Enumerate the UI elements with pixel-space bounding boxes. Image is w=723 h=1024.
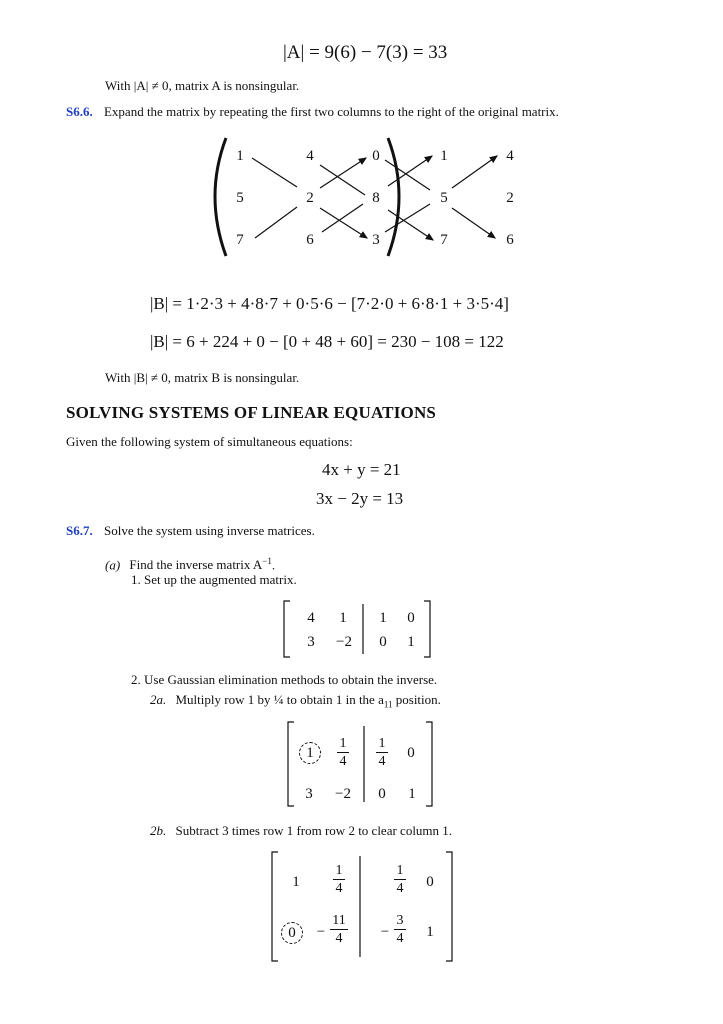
aug2-r1c2-num: 1	[339, 736, 347, 751]
aug3-r1c2	[333, 863, 345, 896]
m-r3c4: 7	[440, 232, 448, 248]
aug3-r2c2-den: 4	[335, 931, 343, 946]
aug1-r2c3: 0	[379, 634, 387, 650]
aug3-r1c2-num: 1	[335, 863, 343, 878]
nonsingular-a-text: With |A| ≠ 0, matrix A is nonsingular.	[105, 78, 300, 93]
section-heading: SOLVING SYSTEMS OF LINEAR EQUATIONS	[66, 403, 437, 422]
top-equation: |A| = 9(6) − 7(3) = 33	[283, 42, 448, 63]
aug3-r2c1-pivot: 0	[281, 922, 303, 944]
m-r3c3: 3	[372, 232, 380, 248]
aug1-r1c3: 1	[379, 610, 387, 626]
part-a-label: (a)	[105, 557, 121, 573]
aug2-r1c2-den: 4	[339, 754, 347, 769]
m-r1c3: 0	[372, 148, 380, 164]
det-b-line1: |B| = 1·2·3 + 4·8·7 + 0·5·6 − [7·2·0 + 6·8·1 + 3·5·4]	[150, 294, 509, 313]
s67-text: Solve the system using inverse matrices.	[103, 523, 315, 538]
m-r1c4: 1	[440, 148, 448, 164]
aug3-r1c3-num: 1	[396, 863, 404, 878]
part-a-end: .	[271, 557, 276, 573]
aug3-r2c2	[330, 913, 348, 946]
m-r3c5: 6	[506, 232, 514, 248]
aug2-r1c1-pivot: 1	[299, 742, 321, 764]
aug1-r2c1: 3	[307, 634, 315, 650]
aug3-r1c3-den: 4	[396, 881, 404, 896]
m-r2c5: 2	[506, 190, 514, 206]
aug3-r1c1: 1	[292, 874, 300, 890]
aug3-r1c2-den: 4	[335, 881, 343, 896]
nonsingular-b-text: With |B| ≠ 0, matrix B is nonsingular.	[105, 370, 300, 385]
m-r3c2: 6	[306, 232, 314, 248]
aug3-r2c2-sign: −	[316, 924, 326, 940]
s67-label: S6.7.	[66, 523, 93, 538]
system-eq-1: 4x + y = 21	[322, 460, 401, 479]
m-r2c1: 5	[236, 190, 244, 206]
m-r1c2: 4	[306, 148, 314, 164]
m-r2c3: 8	[372, 190, 380, 206]
m-r2c2: 2	[306, 190, 314, 206]
aug1-r1c4: 0	[407, 610, 415, 626]
m-r3c1: 7	[236, 232, 244, 248]
aug1-r1c2: 1	[339, 610, 347, 626]
m-r1c1: 1	[236, 148, 244, 164]
aug2-r1c3-num: 1	[378, 736, 386, 751]
aug2-r2c3: 0	[378, 786, 386, 802]
aug3-r2c3-den: 4	[396, 931, 404, 946]
det-b-line2: |B| = 6 + 224 + 0 − [0 + 48 + 60] = 230 − 108 = 122	[150, 332, 504, 351]
step-2a-label: 2a.	[150, 692, 167, 707]
part-a-sup: −1	[262, 556, 272, 566]
system-eq-2: 3x − 2y = 13	[316, 489, 404, 508]
aug2-r2c1: 3	[305, 786, 313, 802]
step-2a-sub: 11	[383, 699, 393, 710]
step-2a-end: position.	[392, 692, 441, 707]
step-1: 1. Set up the augmented matrix.	[131, 572, 297, 587]
given-text: Given the following system of simultaneous equations:	[66, 434, 353, 449]
part-a-text: Find the inverse matrix A	[129, 557, 263, 573]
aug3-r1c3	[394, 863, 406, 896]
aug3-r2c3	[394, 913, 406, 946]
aug1-r1c1: 4	[307, 610, 315, 626]
aug2-r2c4: 1	[408, 786, 416, 802]
aug3-r2c3-num: 3	[396, 913, 404, 928]
step-2b-text: Subtract 3 times row 1 from row 2 to clear column 1.	[175, 823, 453, 838]
aug1-r2c4: 1	[407, 634, 415, 650]
s66-text: Expand the matrix by repeating the first two columns to the right of the original matrix.	[103, 104, 559, 119]
aug3-r1c4: 0	[426, 874, 434, 890]
aug2-r2c2: −2	[335, 786, 351, 802]
step-2: 2. Use Gaussian elimination methods to obtain the inverse.	[131, 672, 438, 687]
m-r1c5: 4	[506, 148, 514, 164]
aug3-r2c2-num: 11	[332, 913, 346, 928]
s66-label: S6.6.	[66, 104, 93, 119]
aug3-r2c3-sign: −	[380, 924, 390, 940]
step-2b-label: 2b.	[150, 823, 167, 838]
aug1-r2c2: −2	[336, 634, 352, 650]
aug2-r1c3-den: 4	[378, 754, 386, 769]
aug2-r1c4: 0	[407, 745, 415, 761]
aug3-r2c4: 1	[426, 924, 434, 940]
m-r2c4: 5	[440, 190, 448, 206]
step-2a-text: Multiply row 1 by ¼ to obtain 1 in the a	[175, 692, 384, 707]
